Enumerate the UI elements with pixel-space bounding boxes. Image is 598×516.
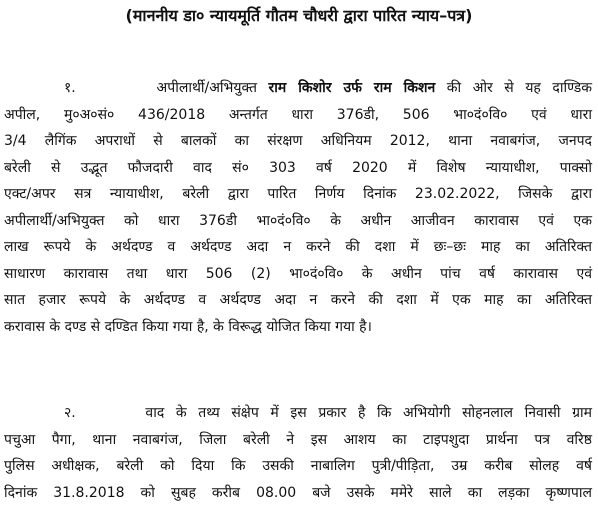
paragraph-2-line-1-text: वाद के तथ्य संक्षेप में इस प्रकार है कि अभियोगी सोहनलाल निवासी ग्राम bbox=[145, 405, 592, 421]
paragraph-2 bbox=[4, 400, 592, 506]
paragraph-1-line-1-end: की ओर से यह दाण्डिक bbox=[435, 80, 592, 96]
paragraph-1-number: १. bbox=[64, 80, 76, 96]
paragraph-1 bbox=[4, 75, 592, 340]
paragraph-1-line-1 bbox=[4, 75, 592, 102]
paragraph-2-number: २. bbox=[64, 405, 76, 421]
paragraph-2-line-1 bbox=[4, 400, 592, 427]
paragraph-1-line: लाख रूपये के अर्थदण्ड व अर्थदण्ड अदा न करने की दशा में छः–छः माह का अतिरिक्त bbox=[4, 239, 592, 255]
paragraph-2-line: पुलिस अधीक्षक, बरेली को दिया कि उसकी नाबालिग पुत्री/पीड़िता, उम्र करीब सोलह वर्ष bbox=[4, 458, 592, 474]
paragraph-1-line: सात हजार रूपये के अर्थदण्ड व अर्थदण्ड अदा न करने की दशा में एक माह का अतिरिक्त bbox=[4, 292, 592, 308]
paragraph-1-line: अपील, मु०अ०सं० 436/2018 अन्तर्गत धारा 376डी, 506 भा०दं०वि० एवं धारा bbox=[4, 106, 592, 123]
paragraph-2-line: दिनांक 31.8.2018 को सुबह करीब 08.00 बजे उसके ममेरे साले का लड़का कृष्णपाल bbox=[4, 484, 592, 501]
paragraph-2-line: पचुआ पैगा, थाना नवाबगंज, जिला बरेली ने इस आशय का टाइपशुदा प्रार्थना पत्र वरिष्ठ bbox=[4, 431, 592, 448]
document-heading: (माननीय डा० न्यायमूर्ति गौतम चौधरी द्वारा पारित न्याय–पत्र) bbox=[125, 6, 473, 25]
paragraph-1-line: अपीलार्थी/अभियुक्त को धारा 376डी भा०दं०वि० के अधीन आजीवन कारावास एवं एक bbox=[4, 212, 592, 229]
paragraph-1-line-1-start: अपीलार्थी/अभियुक्त bbox=[156, 80, 269, 96]
paragraph-1-line: 3/4 लैगिंक अपराधों से बालकों का संरक्षण अधिनियम 2012, थाना नवाबगंज, जनपद bbox=[4, 133, 592, 149]
appellant-name: राम किशोर उर्फ राम किशन bbox=[268, 80, 436, 96]
paragraph-1-line: बरेली से उद्भूत फौजदारी वाद सं० 303 वर्ष 2020 में विशेष न्यायाधीश, पाक्सो bbox=[4, 159, 592, 176]
paragraph-1-line: करावास के दण्ड से दण्डित किया गया है, के विरूद्ध योजित किया गया है। bbox=[4, 318, 372, 335]
paragraph-1-line: एक्ट/अपर सत्र न्यायाधीश, बरेली द्वारा पारित निर्णय दिनांक 23.02.2022, जिसके द्वारा bbox=[4, 186, 592, 202]
paragraph-1-line: साधारण कारावास तथा धारा 506 (2) भा०दं०वि० के अधीन पांच वर्ष कारावास एवं bbox=[4, 265, 592, 282]
